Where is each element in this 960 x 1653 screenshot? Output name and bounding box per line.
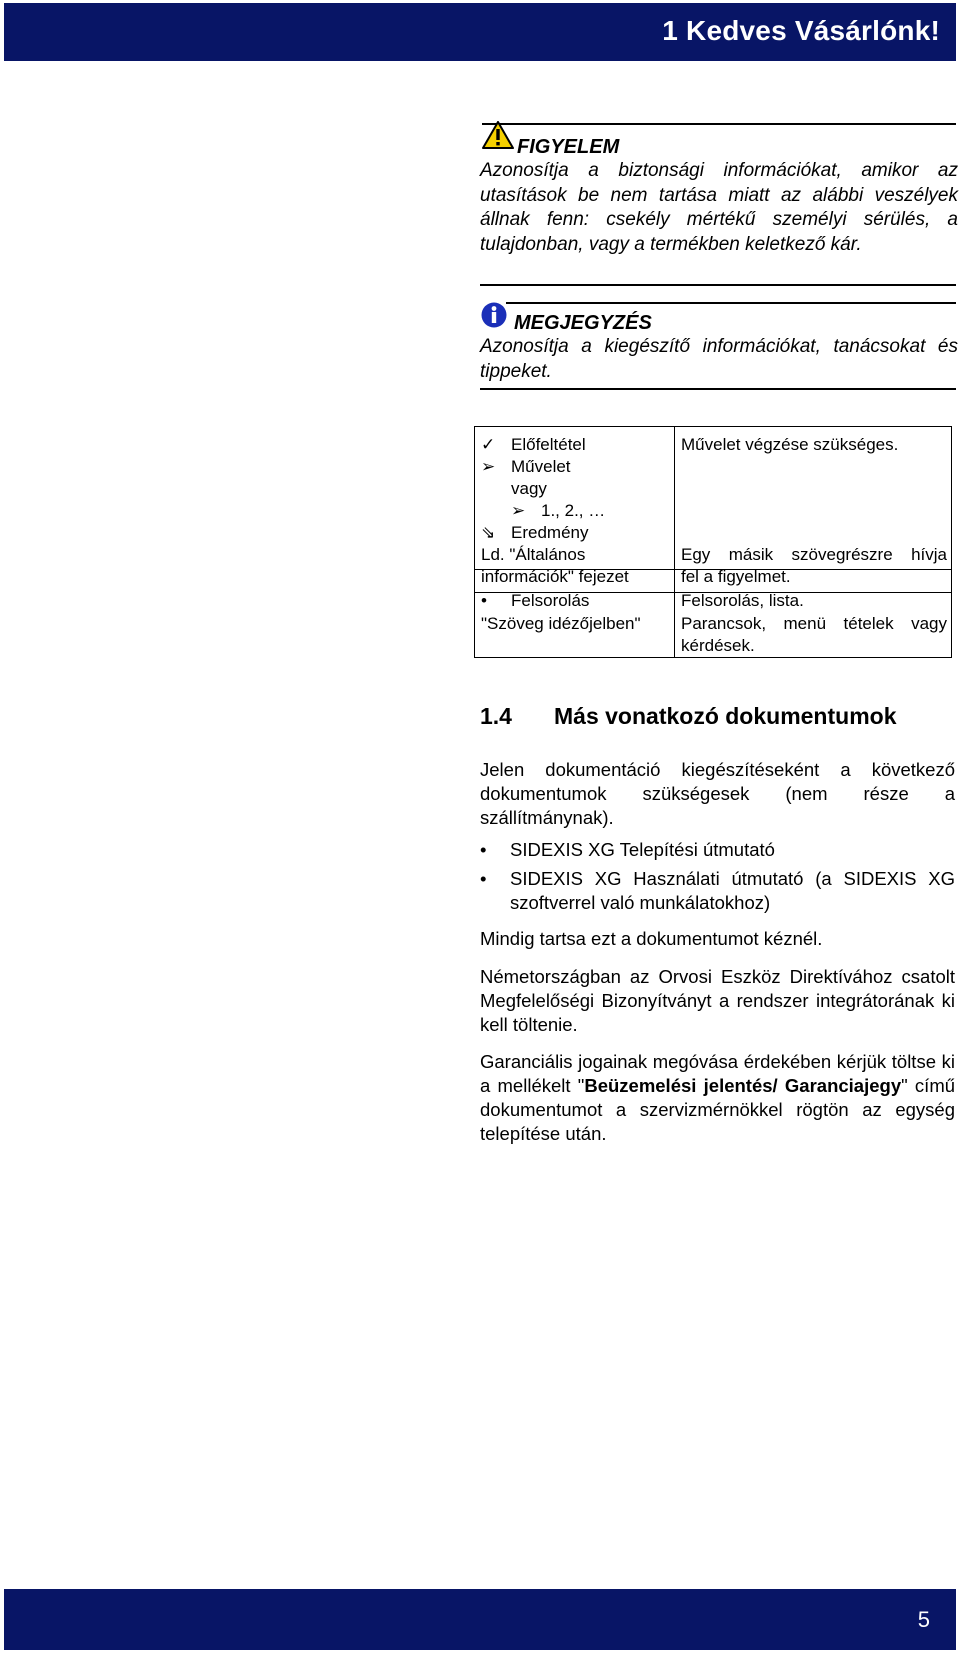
section-heading: [480, 703, 896, 730]
reference-label-line1: Ld. "Általános: [481, 545, 586, 564]
note-text: Azonosítja a kiegészítő információkat, tanácsokat és tippeket.: [480, 336, 958, 382]
list-item-text: SIDEXIS XG Használati útmutató (a SIDEXIS XG szoftverrel való munkálatokhoz): [510, 868, 955, 913]
list-row: [481, 590, 589, 612]
steps-row: [511, 500, 605, 522]
info-icon: [481, 302, 507, 328]
list-description: Felsorolás, lista.: [681, 591, 804, 610]
reference-label-line2: információk" fejezet: [481, 567, 629, 586]
result-label: Eredmény: [511, 523, 589, 542]
warning-top-rule: [482, 123, 956, 125]
section-intro: Jelen dokumentáció kiegészítéseként a következő dokumentumok szükségesek (nem része a szállítmánynak).: [480, 759, 955, 828]
list-item-text: SIDEXIS XG Telepítési útmutató: [510, 839, 775, 860]
quoted-text-label: "Szöveg idézőjelben": [481, 614, 641, 633]
warning-title: FIGYELEM: [517, 136, 620, 158]
page-number: 5: [917, 1607, 930, 1632]
or-label: vagy: [511, 479, 547, 498]
section-title: Más vonatkozó dokumentumok: [554, 703, 897, 729]
bullet-icon: •: [480, 839, 487, 860]
paragraph-germany: Németországban az Orvosi Eszköz Direktívához csatolt Megfelelőségi Bizonyítványt a rendszer integrátorának ki kell töltenie.: [480, 966, 955, 1035]
bullet-icon: •: [480, 868, 487, 889]
warranty-text-end: " című dokumentumot a szervizmérnökkel rögtön az egység telepítése után.: [480, 1075, 956, 1144]
footer-bar: [4, 1589, 956, 1650]
warranty-document-name: Beüzemelési jelentés/ Garanciajegy: [584, 1075, 902, 1096]
paragraph-warranty: [480, 1050, 955, 1146]
paragraph-keep-document: Mindig tartsa ezt a dokumentumot kéznél.: [480, 928, 823, 949]
check-icon: ✓: [481, 435, 496, 454]
arrow-bullet-icon: ➢: [511, 501, 526, 520]
list-item: [480, 867, 955, 915]
prerequisite-row: [481, 434, 586, 456]
note-top-rule: [506, 302, 956, 304]
result-arrow-icon: ⇘: [481, 523, 496, 542]
quoted-description-line2: kérdések.: [681, 636, 755, 655]
warning-triangle-icon: [482, 121, 514, 149]
action-label: Művelet: [511, 457, 571, 476]
steps-label: 1., 2., …: [541, 501, 606, 520]
bullet-icon: •: [481, 591, 487, 610]
warning-bottom-rule: [480, 284, 956, 286]
list-label: Felsorolás: [511, 591, 590, 610]
list-item: [480, 838, 955, 862]
arrow-bullet-icon: ➢: [481, 457, 496, 476]
quoted-description-line1: Parancsok, menü tételek vagy: [681, 614, 947, 633]
reference-description-line2: fel a figyelmet.: [681, 567, 791, 586]
table-column-divider: [674, 427, 675, 657]
action-description: Művelet végzése szükséges.: [681, 435, 899, 454]
prerequisite-label: Előfeltétel: [511, 435, 586, 454]
action-row: [481, 456, 571, 478]
warning-text: Azonosítja a biztonsági információkat, amikor az utasítások be nem tartása miatt az alábbi veszélyek állnak fenn: csekély mértékű személyi sérülés, a tulajdonban, vagy a termékben keletkező kár.: [480, 160, 958, 255]
section-number: 1.4: [480, 703, 512, 729]
note-bottom-rule: [480, 388, 956, 390]
header-bar: [4, 3, 956, 61]
conventions-table: [474, 426, 952, 658]
note-title: MEGJEGYZÉS: [514, 312, 652, 334]
result-row: [481, 522, 588, 544]
warranty-text-start: Garanciális jogainak megóvása érdekében kérjük töltse ki a mellékelt ": [480, 1051, 955, 1096]
page-title: 1 Kedves Vásárlónk!: [662, 15, 940, 46]
reference-description-line1: Egy másik szövegrészre hívja: [681, 545, 947, 564]
